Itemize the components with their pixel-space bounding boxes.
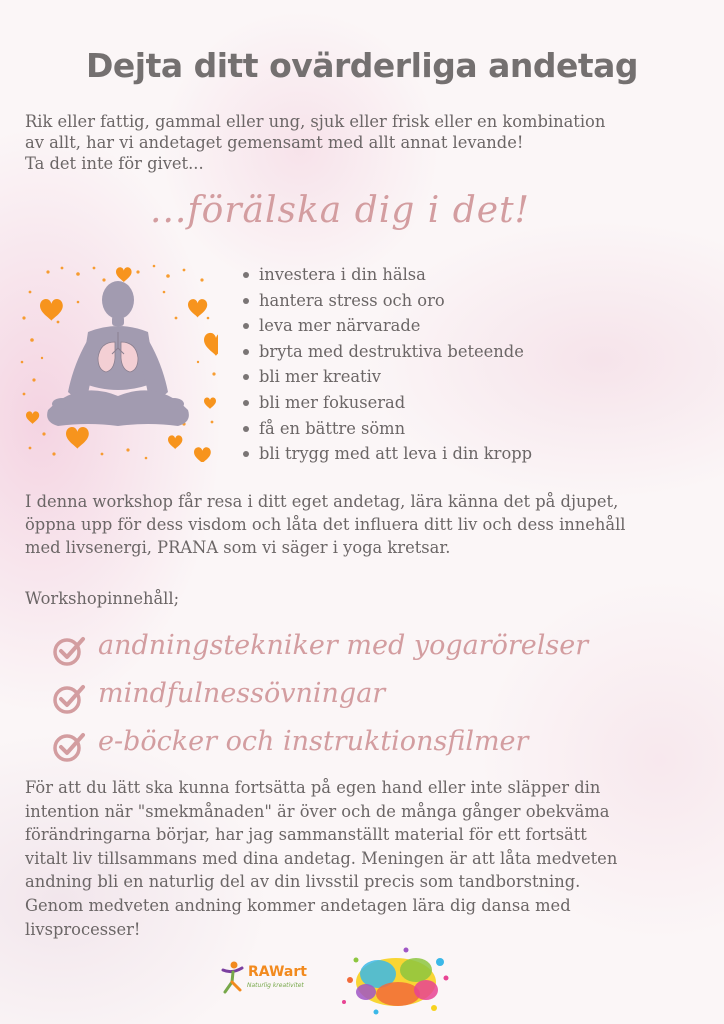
intro-line: Rik eller fattig, gammal eller ung, sjuk eller frisk eller en kombination: [25, 112, 606, 131]
list-item: få en bättre sömn: [240, 416, 532, 442]
check-circle-icon: [52, 730, 86, 764]
workshop-line: öppna upp för dess visdom och låta det influera ditt liv och dess innehåll: [25, 515, 626, 534]
paint-splash-icon: [336, 940, 456, 1024]
tagline: ...förälska dig i det!: [150, 190, 530, 231]
logo-name: RAWart: [248, 964, 307, 980]
closing-line: andning bli en naturlig del av din livsstil precis som tandborstning.: [25, 872, 581, 892]
intro-line: Ta det inte för givet...: [25, 154, 204, 173]
list-item: bli mer kreativ: [240, 364, 532, 390]
dancer-icon: [220, 960, 246, 994]
contents-item-label: andningstekniker med yogarörelser: [98, 630, 589, 661]
closing-line: livsprocesser!: [25, 919, 141, 939]
workshop-paragraph: [25, 490, 705, 559]
check-circle-icon: [52, 682, 86, 716]
benefits-list: [240, 262, 532, 467]
check-circle-icon: [52, 634, 86, 668]
closing-paragraph: [25, 776, 705, 941]
closing-line: förändringarna börjar, har jag sammanställt material för ett fortsätt: [25, 825, 587, 845]
list-item: investera i din hälsa: [240, 262, 532, 288]
closing-line: För att du lätt ska kunna fortsätta på egen hand eller inte släpper din: [25, 778, 601, 797]
logo-subtitle: Naturlig kreativitet: [247, 982, 304, 989]
contents-item-label: mindfulnessövningar: [98, 678, 386, 709]
page-title: Dejta ditt ovärderliga andetag: [85, 46, 639, 85]
intro-paragraph: [25, 111, 705, 174]
list-item: bli mer fokuserad: [240, 390, 532, 416]
list-item: [52, 724, 672, 772]
intro-line: av allt, har vi andetaget gemensamt med allt annat levande!: [25, 133, 524, 152]
contents-list: [52, 628, 672, 772]
rawart-logo: [220, 960, 320, 1000]
list-item: [52, 628, 672, 676]
list-item: hantera stress och oro: [240, 288, 532, 314]
workshop-line: med livsenergi, PRANA som vi säger i yoga kretsar.: [25, 538, 451, 557]
meditating-figure-icon: [18, 262, 218, 466]
list-item: bryta med destruktiva beteende: [240, 339, 532, 365]
workshop-line: I denna workshop får resa i ditt eget andetag, lära känna det på djupet,: [25, 492, 619, 511]
closing-line: vitalt liv tillsammans med dina andetag. Meningen är att låta medveten: [25, 848, 618, 868]
contents-label: Workshopinnehåll;: [25, 589, 180, 608]
closing-line: Genom medveten andning kommer andetagen lära dig dansa med: [25, 895, 571, 915]
list-item: leva mer närvarade: [240, 313, 532, 339]
contents-item-label: e-böcker och instruktionsfilmer: [98, 726, 529, 757]
list-item: [52, 676, 672, 724]
closing-line: intention när "smekmånaden" är över och de många gånger obekväma: [25, 801, 610, 821]
list-item: bli trygg med att leva i din kropp: [240, 441, 532, 467]
